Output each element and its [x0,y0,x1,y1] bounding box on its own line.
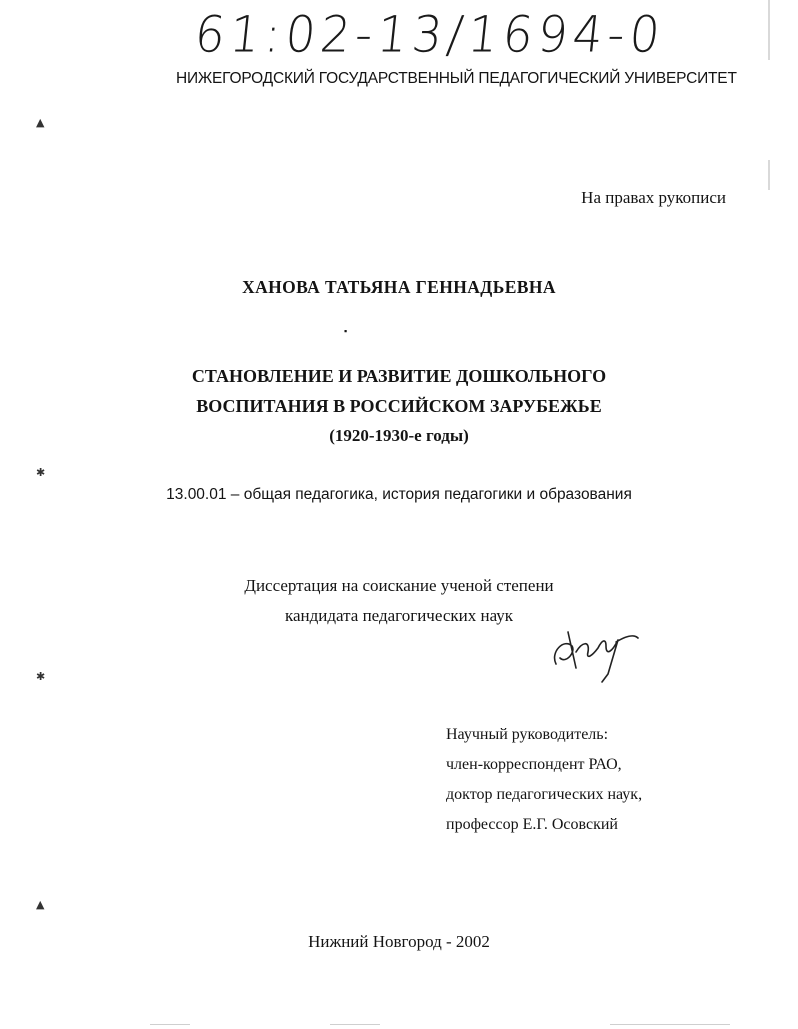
scan-rule [610,1024,730,1025]
advisor-title-1: член-корреспондент РАО, [446,756,622,773]
scan-mark-icon: ✱ [36,670,46,683]
scan-speck: ▪ [344,326,348,336]
title-years: (1920-1930-е годы) [329,426,469,445]
scan-edge [768,0,770,60]
scan-mark-icon: ✱ [36,466,46,479]
scan-edge [768,160,770,190]
scan-mark-icon: ▲ [36,116,45,129]
scan-mark-icon: ▲ [36,898,45,911]
signature-icon [546,612,642,684]
catalog-number-handwritten: 61:02-13/1694-0 [191,6,668,65]
advisor-heading: Научный руководитель: [446,726,609,743]
university-name: НИЖЕГОРОДСКИЙ ГОСУДАРСТВЕННЫЙ ПЕДАГОГИЧЕСКИЙ УНИВЕРСИТЕТ [176,70,737,87]
advisor-name: профессор Е.Г. Осовский [446,816,618,833]
degree-line-2: кандидата педагогических наук [284,606,514,625]
title-line-1: СТАНОВЛЕНИЕ И РАЗВИТИЕ ДОШКОЛЬНОГО [191,366,607,386]
scan-rule [330,1024,380,1025]
specialty-code: 13.00.01 – общая педагогика, история педагогики и образования [166,486,632,503]
degree-line-1: Диссертация на соискание ученой степени [244,576,554,595]
author-name: ХАНОВА ТАТЬЯНА ГЕННАДЬЕВНА [242,277,556,297]
scan-rule [150,1024,190,1025]
advisor-title-2: доктор педагогических наук, [446,786,643,803]
city-year: Нижний Новгород - 2002 [308,932,490,951]
title-line-2: ВОСПИТАНИЯ В РОССИЙСКОМ ЗАРУБЕЖЬЕ [196,396,602,416]
manuscript-rights: На правах рукописи [581,188,726,207]
